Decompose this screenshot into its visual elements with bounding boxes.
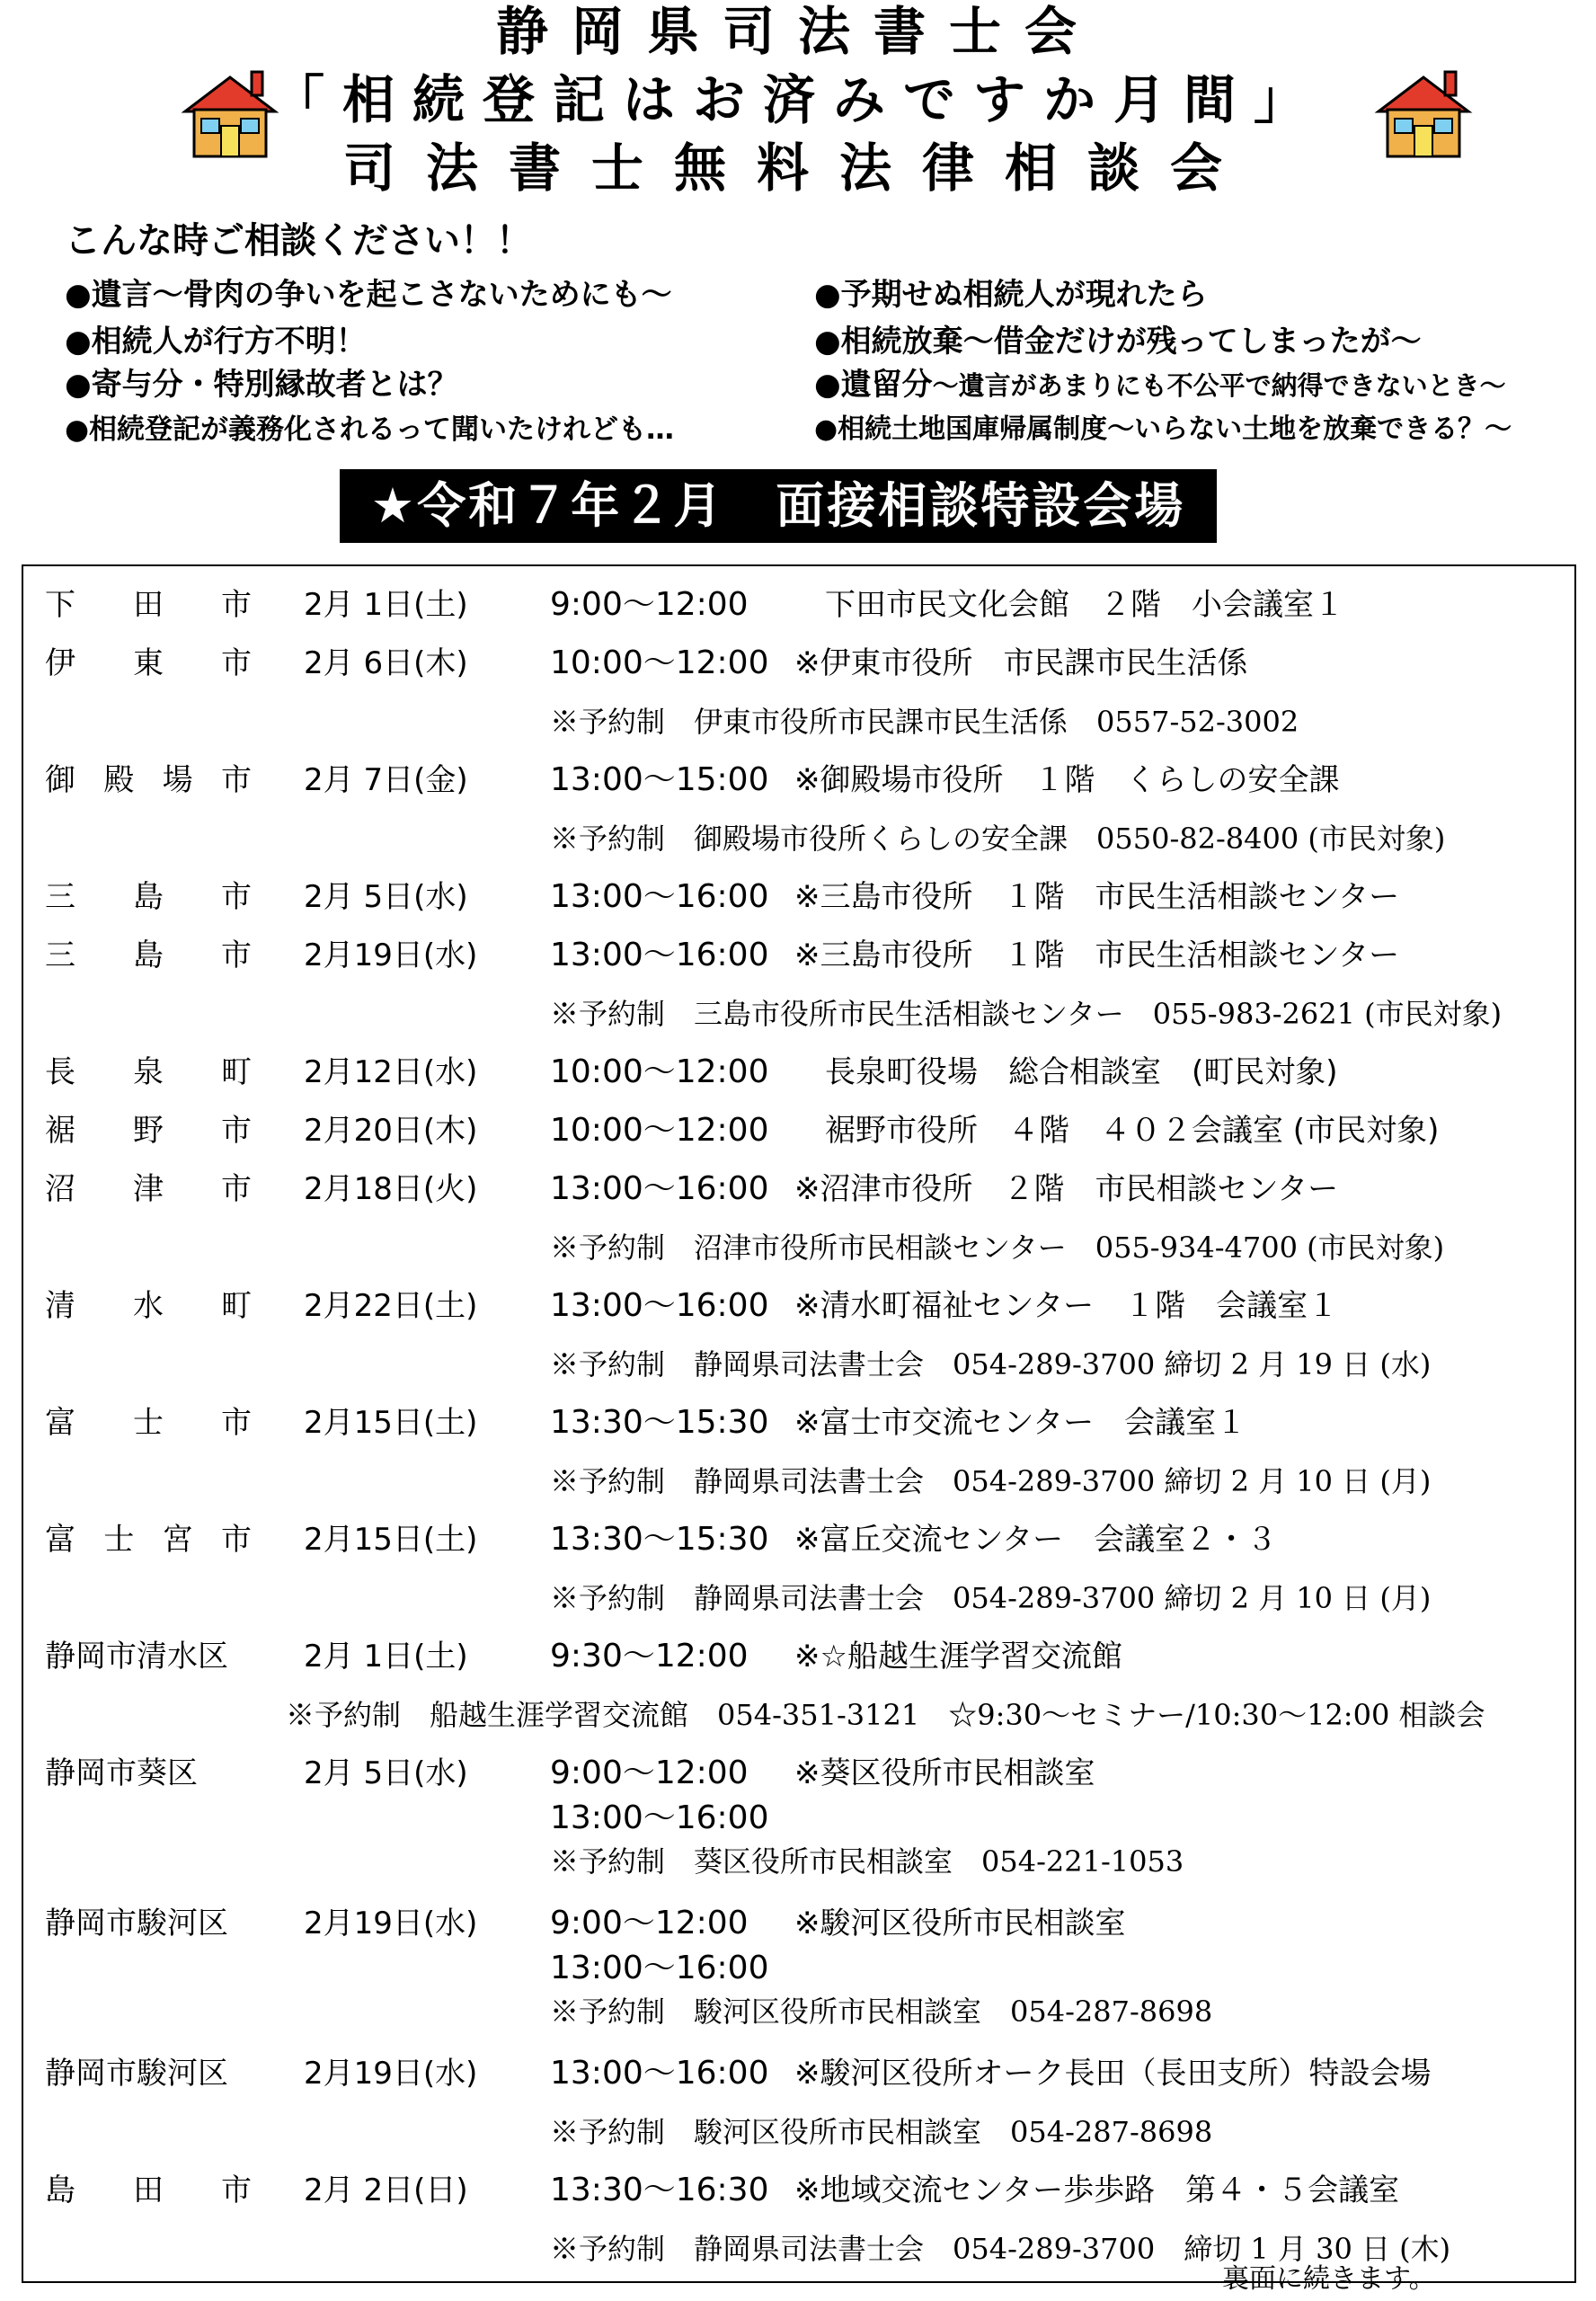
municipality-char: 野 — [133, 1113, 164, 1149]
municipality — [45, 1159, 252, 1219]
topic-item: ●相続登記が義務化されるって聞いたけれども… — [65, 413, 675, 446]
schedule-row — [0, 575, 1596, 635]
reservation-row — [0, 809, 1596, 868]
municipality — [45, 926, 252, 985]
session-time: 10:00～12:00 — [550, 1112, 769, 1149]
schedule-row — [0, 1510, 1596, 1569]
municipality — [45, 2044, 252, 2103]
session-date: 2月 1日(土) — [304, 1639, 468, 1675]
reservation-row — [0, 984, 1596, 1044]
municipality-char: 清 — [45, 1288, 75, 1324]
session-time: 13:00～16:00 — [550, 1170, 769, 1207]
session-venue: ※伊東市役所 市民課市民生活係 — [794, 645, 1248, 681]
reservation-note: ※予約制 船越生涯学習交流館 054-351-3121 ☆9:30～セミナー/10:30～12:00 相談会 — [286, 1698, 1485, 1732]
session-date: 2月12日(水) — [304, 1054, 478, 1090]
schedule-row — [0, 1101, 1596, 1160]
reservation-row — [0, 1685, 1596, 1745]
session-time-afternoon: 13:00～16:00 — [550, 1799, 769, 1836]
municipality-char: 士 — [103, 1522, 135, 1558]
municipality — [45, 634, 252, 693]
municipality-char: 市 — [221, 937, 252, 973]
municipality-char: 町 — [221, 1288, 252, 1324]
reservation-note: ※予約制 葵区役所市民相談室 054-221-1053 — [550, 1844, 1184, 1879]
municipality-char: 市 — [221, 645, 252, 681]
schedule-row — [0, 1276, 1596, 1336]
session-date: 2月19日(水) — [304, 937, 478, 973]
session-venue: ※富丘交流センター 会議室２・３ — [794, 1522, 1278, 1558]
municipality — [45, 1510, 252, 1569]
municipality-char: 長 — [45, 1054, 75, 1090]
session-date: 2月 1日(土) — [304, 587, 468, 623]
session-venue: ※御殿場市役所 １階 くらしの安全課 — [794, 762, 1340, 798]
session-time: 13:30～15:30 — [550, 1404, 769, 1441]
municipality-char: 三 — [45, 937, 75, 973]
title-org: 静岡県司法書士会 — [495, 1, 1100, 62]
session-date: 2月19日(水) — [304, 2056, 478, 2092]
session-venue: ※三島市役所 １階 市民生活相談センター — [794, 879, 1400, 915]
session-time: 13:00～16:00 — [550, 2055, 769, 2092]
session-venue: 下田市民文化会館 ２階 小会議室１ — [794, 587, 1344, 623]
schedule-row — [0, 1894, 1596, 1953]
house-icon — [1373, 70, 1474, 160]
session-time: 13:00～15:00 — [550, 761, 769, 798]
session-venue: ※沼津市役所 ２階 市民相談センター — [794, 1171, 1339, 1207]
municipality — [45, 1894, 252, 1953]
municipality-char: 泉 — [133, 1054, 164, 1090]
reservation-note: ※予約制 駿河区役所市民相談室 054-287-8698 — [550, 1994, 1213, 2029]
intro-heading: こんな時ご相談ください！！ — [65, 220, 532, 262]
session-date: 2月 7日(金) — [304, 762, 468, 798]
municipality-char: 沼 — [45, 1171, 75, 1207]
municipality-char: 島 — [133, 937, 164, 973]
session-date: 2月 5日(水) — [304, 1755, 468, 1791]
municipality-char: 水 — [133, 1288, 164, 1324]
reservation-row — [0, 1335, 1596, 1394]
municipality-char: 裾 — [45, 1113, 75, 1149]
session-time: 13:00～16:00 — [550, 937, 769, 973]
reservation-row — [0, 1218, 1596, 1277]
municipality-char: 静岡市清水区 — [45, 1639, 228, 1675]
municipality-char: 市 — [220, 1522, 252, 1558]
municipality-char: 下 — [45, 587, 75, 623]
topic-item — [814, 360, 1506, 404]
session-date: 2月 2日(日) — [304, 2172, 468, 2208]
municipality-char: 町 — [221, 1054, 252, 1090]
topic-item: ●相続放棄～借金だけが残ってしまったが～ — [814, 324, 1422, 360]
topic-item: ●相続人が行方不明！ — [65, 324, 367, 360]
municipality-char: 富 — [45, 1522, 75, 1558]
session-venue: ※駿河区役所市民相談室 — [794, 1906, 1126, 1941]
schedule-row — [0, 867, 1596, 927]
session-venue: ※清水町福祉センター １階 会議室１ — [794, 1288, 1339, 1324]
reservation-row — [0, 2102, 1596, 2162]
municipality-char: 場 — [162, 762, 193, 798]
municipality-char: 静岡市駿河区 — [45, 1906, 228, 1941]
session-time: 9:30～12:00 — [550, 1638, 749, 1675]
session-date: 2月15日(土) — [304, 1405, 478, 1441]
municipality-char: 市 — [220, 762, 252, 798]
municipality — [45, 2161, 252, 2220]
municipality-char: 市 — [221, 1171, 252, 1207]
municipality-char: 市 — [221, 1113, 252, 1149]
municipality-char: 静岡市葵区 — [45, 1755, 198, 1791]
municipality-char: 市 — [221, 1405, 252, 1441]
municipality-char: 伊 — [45, 645, 75, 681]
venue-banner: ★令和７年２月 面接相談特設会場 — [340, 469, 1217, 543]
topic-item: ●相続土地国庫帰属制度～いらない土地を放棄できる？～ — [814, 413, 1512, 445]
session-time: 13:30～16:30 — [550, 2172, 769, 2208]
reservation-row — [0, 1568, 1596, 1628]
session-venue: ※富士市交流センター 会議室１ — [794, 1405, 1247, 1441]
municipality — [45, 1627, 252, 1686]
session-time: 13:30～15:30 — [550, 1521, 769, 1558]
municipality-char: 東 — [133, 645, 164, 681]
municipality-char: 島 — [133, 879, 164, 915]
topic-item: ●寄与分・特別縁故者とは？ — [65, 367, 458, 403]
schedule-row — [0, 634, 1596, 693]
municipality-char: 殿 — [103, 762, 135, 798]
session-time-afternoon: 13:00～16:00 — [550, 1950, 769, 1986]
reservation-note: ※予約制 駿河区役所市民相談室 054-287-8698 — [550, 2115, 1213, 2149]
municipality-char: 津 — [133, 1171, 164, 1207]
schedule-row — [0, 926, 1596, 985]
session-venue: 裾野市役所 ４階 ４０２会議室 (市民対象) — [794, 1113, 1440, 1149]
municipality-char: 市 — [221, 2172, 252, 2208]
title-event: 司法書士無料法律相談会 — [342, 138, 1253, 199]
session-time: 10:00～12:00 — [550, 1053, 769, 1090]
session-venue: 長泉町役場 総合相談室 (町民対象) — [794, 1054, 1338, 1090]
municipality-char: 御 — [45, 762, 75, 798]
municipality — [45, 1393, 252, 1453]
municipality-char: 田 — [133, 587, 164, 623]
session-date: 2月22日(土) — [304, 1288, 478, 1324]
schedule-row — [0, 1159, 1596, 1219]
municipality — [45, 1043, 252, 1102]
reservation-note: ※予約制 静岡県司法書士会 054-289-3700 締切 2 月 19 日 (水) — [550, 1347, 1432, 1381]
session-date: 2月 6日(木) — [304, 645, 468, 681]
session-time: 9:00～12:00 — [550, 1905, 749, 1941]
topic-item: ●予期せぬ相続人が現れたら — [814, 277, 1208, 313]
municipality-char: 島 — [45, 2172, 75, 2208]
reservation-note: ※予約制 伊東市役所市民課市民生活係 0557-52-3002 — [550, 705, 1299, 739]
session-time: 13:00～16:00 — [550, 1287, 769, 1324]
session-venue: ※☆船越生涯学習交流館 — [794, 1639, 1122, 1675]
municipality-char: 市 — [221, 879, 252, 915]
session-date: 2月19日(水) — [304, 1906, 478, 1941]
municipality-char: 三 — [45, 879, 75, 915]
municipality — [45, 575, 252, 635]
session-date: 2月18日(火) — [304, 1171, 478, 1207]
reservation-note: ※予約制 静岡県司法書士会 054-289-3700 締切 2 月 10 日 (月) — [550, 1581, 1432, 1615]
session-time: 10:00～12:00 — [550, 644, 769, 681]
reservation-note: ※予約制 沼津市役所市民相談センター 055-934-4700 (市民対象) — [550, 1230, 1445, 1265]
municipality-char: 市 — [221, 587, 252, 623]
session-date: 2月15日(土) — [304, 1522, 478, 1558]
topic-item-main: ●遺留分 — [814, 367, 933, 403]
session-time: 13:00～16:00 — [550, 878, 769, 915]
reservation-note: ※予約制 三島市役所市民生活相談センター 055-983-2621 (市民対象) — [550, 997, 1503, 1031]
topic-item: ●遺言～骨肉の争いを起こさないためにも～ — [65, 277, 672, 313]
schedule-row — [0, 1043, 1596, 1102]
municipality-char: 静岡市駿河区 — [45, 2056, 228, 2092]
session-venue: ※駿河区役所オーク長田（長田支所）特設会場 — [794, 2056, 1432, 2092]
municipality-char: 富 — [45, 1405, 75, 1441]
municipality — [45, 867, 252, 927]
schedule-row — [0, 1393, 1596, 1453]
session-time: 9:00～12:00 — [550, 586, 749, 623]
municipality-char: 士 — [133, 1405, 164, 1441]
session-venue: ※葵区役所市民相談室 — [794, 1755, 1095, 1791]
session-time: 9:00～12:00 — [550, 1755, 749, 1791]
reservation-row — [0, 692, 1596, 751]
topic-item-detail: ～遺言があまりにも不公平で納得できないとき～ — [932, 370, 1506, 401]
municipality — [45, 751, 252, 810]
session-date: 2月20日(木) — [304, 1113, 478, 1149]
reservation-row — [0, 1452, 1596, 1511]
reservation-note: ※予約制 静岡県司法書士会 054-289-3700 締切 1 月 30 日 (木) — [550, 2232, 1451, 2266]
title-campaign: 「相続登記はお済みですか月間」 — [271, 69, 1324, 130]
municipality — [45, 1101, 252, 1160]
schedule-row — [0, 2044, 1596, 2103]
reservation-note: ※予約制 静岡県司法書士会 054-289-3700 締切 2 月 10 日 (月) — [550, 1464, 1432, 1498]
schedule-row — [0, 1744, 1596, 1803]
reservation-note: ※予約制 御殿場市役所くらしの安全課 0550-82-8400 (市民対象) — [550, 822, 1446, 856]
session-venue: ※三島市役所 １階 市民生活相談センター — [794, 937, 1400, 973]
schedule-row — [0, 1627, 1596, 1686]
continued-note: 裏面に続きます。 — [1222, 2263, 1436, 2295]
session-venue: ※地域交流センター歩歩路 第４・５会議室 — [794, 2172, 1400, 2208]
municipality — [45, 1276, 252, 1336]
schedule-row — [0, 2161, 1596, 2220]
municipality-char: 宮 — [162, 1522, 193, 1558]
municipality-char: 田 — [133, 2172, 164, 2208]
schedule-row — [0, 751, 1596, 810]
house-icon — [180, 70, 280, 160]
session-date: 2月 5日(水) — [304, 879, 468, 915]
municipality — [45, 1744, 252, 1803]
